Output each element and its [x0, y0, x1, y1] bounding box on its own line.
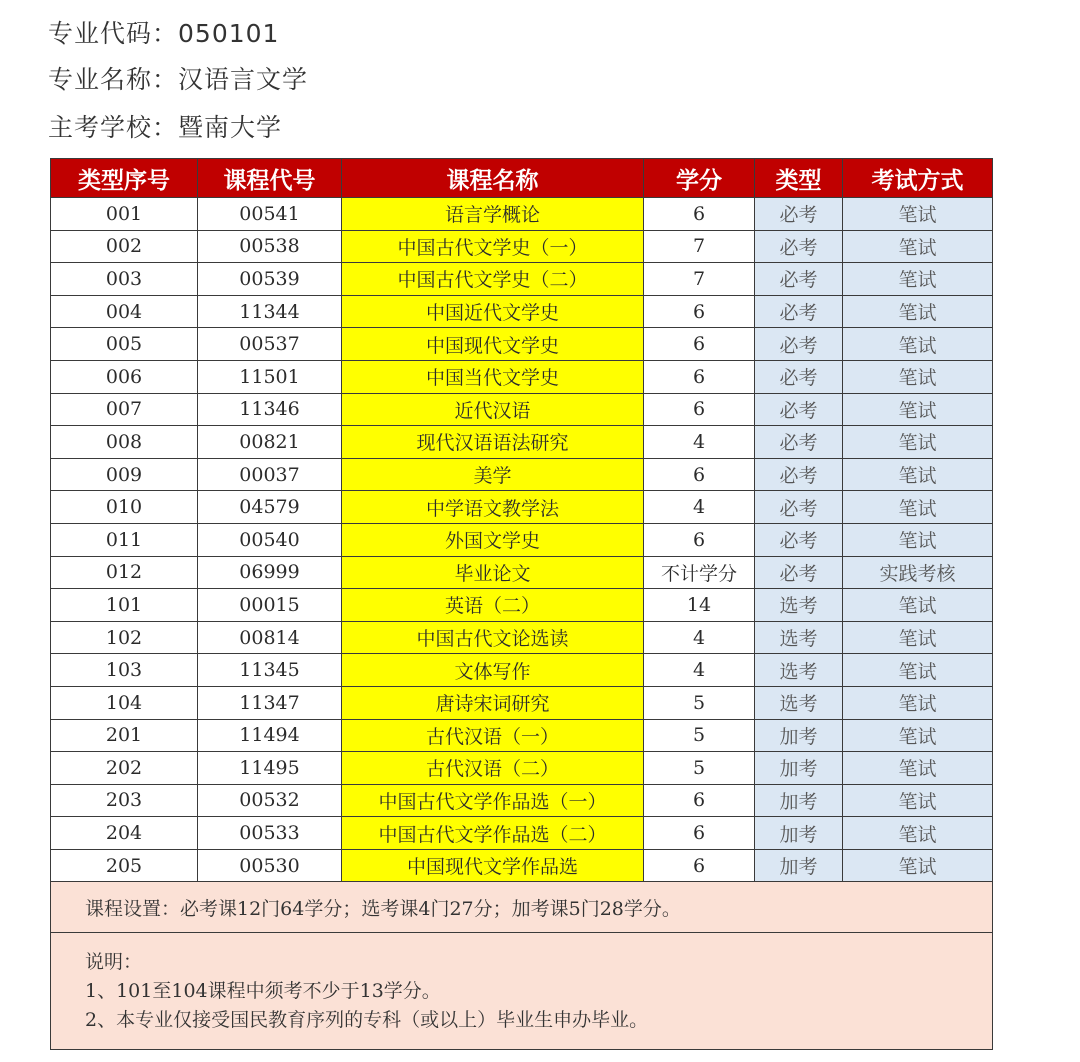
cell-credits: 6 [644, 458, 755, 491]
cell-course-code: 06999 [198, 556, 342, 589]
header-course-code: 课程代号 [198, 159, 342, 198]
cell-type-seq: 005 [51, 328, 198, 361]
cell-course-code: 00538 [198, 230, 342, 263]
cell-type: 选考 [755, 621, 843, 654]
cell-course-code: 11346 [198, 393, 342, 426]
note-item: 2、本专业仅接受国民教育序列的专科（或以上）毕业生申办毕业。 [85, 1008, 649, 1031]
cell-exam-method: 笔试 [843, 654, 993, 687]
major-code-label: 专业代码： [48, 19, 179, 48]
cell-credits: 6 [644, 328, 755, 361]
cell-credits: 4 [644, 654, 755, 687]
table-row [51, 393, 993, 426]
cell-type-seq: 010 [51, 491, 198, 524]
cell-course-code: 04579 [198, 491, 342, 524]
cell-course-code: 00540 [198, 523, 342, 556]
cell-exam-method: 笔试 [843, 523, 993, 556]
cell-exam-method: 笔试 [843, 198, 993, 231]
cell-credits: 7 [644, 263, 755, 296]
table-row [51, 719, 993, 752]
cell-course-code: 00539 [198, 263, 342, 296]
cell-credits: 6 [644, 360, 755, 393]
cell-course-code: 00533 [198, 817, 342, 850]
cell-credits: 4 [644, 426, 755, 459]
cell-type-seq: 202 [51, 752, 198, 785]
cell-credits: 4 [644, 621, 755, 654]
table-row [51, 752, 993, 785]
cell-course-name: 中国现代文学史 [342, 328, 644, 361]
cell-course-name: 古代汉语（二） [342, 752, 644, 785]
cell-credits: 6 [644, 523, 755, 556]
cell-credits: 不计学分 [644, 556, 755, 589]
cell-exam-method: 笔试 [843, 393, 993, 426]
major-name-line [48, 60, 308, 96]
cell-course-name: 中国古代文学作品选（一） [342, 784, 644, 817]
cell-credits: 6 [644, 393, 755, 426]
notes-cell [51, 933, 993, 1050]
cell-exam-method: 笔试 [843, 491, 993, 524]
table-row [51, 589, 993, 622]
cell-course-name: 中国当代文学史 [342, 360, 644, 393]
cell-credits: 6 [644, 849, 755, 882]
cell-exam-method: 笔试 [843, 263, 993, 296]
cell-course-code: 00541 [198, 198, 342, 231]
cell-course-name: 中国古代文论选读 [342, 621, 644, 654]
cell-credits: 6 [644, 295, 755, 328]
cell-exam-method: 笔试 [843, 752, 993, 785]
table-row [51, 654, 993, 687]
cell-course-code: 00015 [198, 589, 342, 622]
cell-credits: 14 [644, 589, 755, 622]
table-row [51, 849, 993, 882]
cell-exam-method: 实践考核 [843, 556, 993, 589]
cell-course-name: 中学语文教学法 [342, 491, 644, 524]
cell-course-code: 00530 [198, 849, 342, 882]
cell-course-code: 00814 [198, 621, 342, 654]
cell-type-seq: 204 [51, 817, 198, 850]
cell-type-seq: 001 [51, 198, 198, 231]
table-row [51, 230, 993, 263]
cell-type: 必考 [755, 458, 843, 491]
table-row [51, 491, 993, 524]
major-name-value: 汉语言文学 [178, 65, 309, 94]
cell-type: 必考 [755, 523, 843, 556]
cell-type: 必考 [755, 198, 843, 231]
cell-course-code: 11494 [198, 719, 342, 752]
cell-exam-method: 笔试 [843, 295, 993, 328]
table-header-row [51, 159, 993, 198]
table-row [51, 295, 993, 328]
cell-credits: 5 [644, 719, 755, 752]
cell-type-seq: 102 [51, 621, 198, 654]
notes-title: 说明： [85, 950, 143, 973]
cell-exam-method: 笔试 [843, 849, 993, 882]
cell-type: 必考 [755, 360, 843, 393]
table-row [51, 817, 993, 850]
table-row [51, 426, 993, 459]
cell-type-seq: 205 [51, 849, 198, 882]
table-row [51, 458, 993, 491]
table-row [51, 621, 993, 654]
cell-type-seq: 003 [51, 263, 198, 296]
cell-type: 加考 [755, 849, 843, 882]
table-row [51, 328, 993, 361]
cell-course-code: 00821 [198, 426, 342, 459]
cell-exam-method: 笔试 [843, 458, 993, 491]
cell-credits: 4 [644, 491, 755, 524]
cell-exam-method: 笔试 [843, 686, 993, 719]
cell-course-code: 11347 [198, 686, 342, 719]
cell-type-seq: 006 [51, 360, 198, 393]
cell-course-code: 00037 [198, 458, 342, 491]
host-school-label: 主考学校： [48, 113, 179, 142]
cell-type-seq: 104 [51, 686, 198, 719]
major-code-line [48, 14, 279, 50]
cell-type-seq: 008 [51, 426, 198, 459]
table-row [51, 686, 993, 719]
course-summary: 课程设置：必考课12门64学分；选考课4门27分；加考课5门28学分。 [51, 882, 993, 933]
cell-type: 必考 [755, 426, 843, 459]
cell-course-name: 中国近代文学史 [342, 295, 644, 328]
cell-type: 选考 [755, 654, 843, 687]
course-table-body [51, 198, 993, 882]
course-table [50, 158, 993, 1050]
cell-exam-method: 笔试 [843, 719, 993, 752]
cell-exam-method: 笔试 [843, 328, 993, 361]
table-row [51, 784, 993, 817]
header-exam-method: 考试方式 [843, 159, 993, 198]
cell-type-seq: 012 [51, 556, 198, 589]
cell-type-seq: 101 [51, 589, 198, 622]
cell-course-code: 00532 [198, 784, 342, 817]
cell-course-name: 唐诗宋词研究 [342, 686, 644, 719]
cell-credits: 7 [644, 230, 755, 263]
cell-course-code: 11495 [198, 752, 342, 785]
cell-type: 必考 [755, 491, 843, 524]
cell-credits: 6 [644, 817, 755, 850]
table-row [51, 263, 993, 296]
cell-type: 必考 [755, 328, 843, 361]
cell-exam-method: 笔试 [843, 817, 993, 850]
cell-type: 加考 [755, 817, 843, 850]
major-name-label: 专业名称： [48, 65, 179, 94]
cell-exam-method: 笔试 [843, 360, 993, 393]
cell-course-code: 11501 [198, 360, 342, 393]
cell-type-seq: 011 [51, 523, 198, 556]
cell-exam-method: 笔试 [843, 426, 993, 459]
cell-course-name: 文体写作 [342, 654, 644, 687]
cell-type: 加考 [755, 719, 843, 752]
cell-credits: 6 [644, 784, 755, 817]
cell-course-code: 11344 [198, 295, 342, 328]
table-row [51, 556, 993, 589]
cell-course-name: 外国文学史 [342, 523, 644, 556]
cell-type: 加考 [755, 752, 843, 785]
cell-type-seq: 009 [51, 458, 198, 491]
cell-type: 必考 [755, 230, 843, 263]
table-row [51, 360, 993, 393]
header-type: 类型 [755, 159, 843, 198]
cell-credits: 6 [644, 198, 755, 231]
cell-course-name: 美学 [342, 458, 644, 491]
cell-course-name: 中国古代文学史（二） [342, 263, 644, 296]
cell-exam-method: 笔试 [843, 621, 993, 654]
cell-type-seq: 007 [51, 393, 198, 426]
cell-course-name: 中国现代文学作品选 [342, 849, 644, 882]
cell-type: 必考 [755, 295, 843, 328]
table-row [51, 198, 993, 231]
cell-course-name: 现代汉语语法研究 [342, 426, 644, 459]
cell-type-seq: 103 [51, 654, 198, 687]
header-credits: 学分 [644, 159, 755, 198]
cell-type: 选考 [755, 589, 843, 622]
cell-type-seq: 201 [51, 719, 198, 752]
major-code-value: 050101 [178, 19, 280, 48]
table-row [51, 523, 993, 556]
cell-type-seq: 203 [51, 784, 198, 817]
cell-course-code: 00537 [198, 328, 342, 361]
cell-type: 必考 [755, 263, 843, 296]
cell-course-name: 古代汉语（一） [342, 719, 644, 752]
cell-type: 加考 [755, 784, 843, 817]
cell-credits: 5 [644, 686, 755, 719]
cell-course-name: 英语（二） [342, 589, 644, 622]
cell-exam-method: 笔试 [843, 784, 993, 817]
note-item: 1、101至104课程中须考不少于13学分。 [85, 979, 441, 1002]
cell-credits: 5 [644, 752, 755, 785]
cell-type: 必考 [755, 393, 843, 426]
summary-row [51, 882, 993, 933]
cell-exam-method: 笔试 [843, 589, 993, 622]
cell-exam-method: 笔试 [843, 230, 993, 263]
host-school-value: 暨南大学 [178, 113, 283, 142]
cell-type-seq: 002 [51, 230, 198, 263]
cell-course-name: 中国古代文学作品选（二） [342, 817, 644, 850]
host-school-line [48, 108, 282, 144]
cell-course-code: 11345 [198, 654, 342, 687]
cell-course-name: 毕业论文 [342, 556, 644, 589]
header-course-name: 课程名称 [342, 159, 644, 198]
header-type-seq: 类型序号 [51, 159, 198, 198]
cell-course-name: 近代汉语 [342, 393, 644, 426]
notes-row [51, 933, 993, 1050]
cell-type-seq: 004 [51, 295, 198, 328]
cell-type: 必考 [755, 556, 843, 589]
cell-course-name: 语言学概论 [342, 198, 644, 231]
cell-course-name: 中国古代文学史（一） [342, 230, 644, 263]
cell-type: 选考 [755, 686, 843, 719]
